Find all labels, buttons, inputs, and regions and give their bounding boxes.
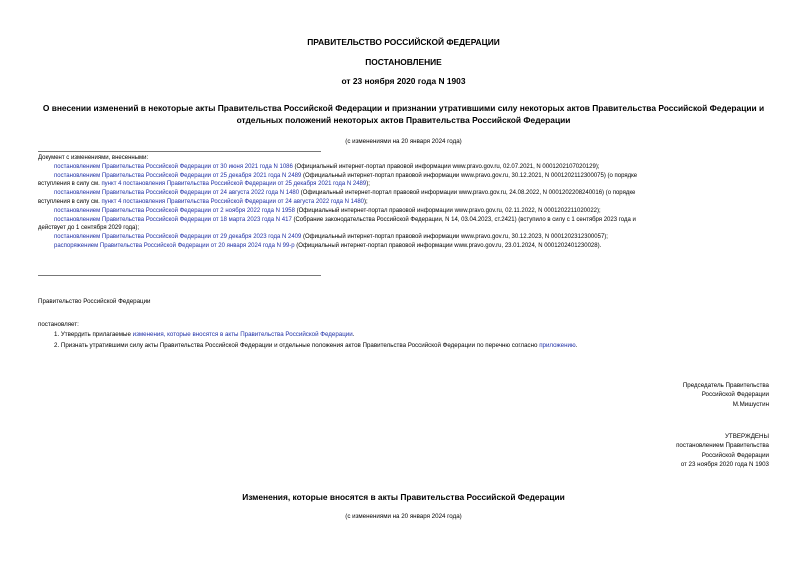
amendment-link[interactable]: постановлением Правительства Российской Федерации от 18 марта 2023 года N 417 <box>54 216 292 223</box>
signature-country: Российской Федерации <box>701 391 769 399</box>
signature-position: Председатель Правительства <box>682 382 769 389</box>
amendment-item-continuation: действует до 1 сентября 2029 года); <box>38 225 140 232</box>
amendments-intro: Документ с изменениями, внесенными: <box>38 155 149 161</box>
amendment-item: постановлением Правительства Российской Федерации от 29 декабря 2023 года N 2409 (Официальный интернет-портал правовой информации www.pravo.gov.ru, 30.12.2023, N 0001202312300057); <box>54 234 608 241</box>
amendment-item: постановлением Правительства Российской Федерации от 24 августа 2022 года N 1480 (Официальный интернет-портал правовой информации www.pravo.gov.ru, 24.08.2022, N 0001202208240016) (о порядке <box>54 190 636 197</box>
amendment-link[interactable]: постановлением Правительства Российской Федерации от 24 августа 2022 года N 1480 <box>54 190 300 197</box>
annex-title: Изменения, которые вносятся в акты Правительства Российской Федерации <box>242 492 565 502</box>
signature-name: М.Мишустин <box>732 400 769 408</box>
annex-revision-note: (с изменениями на 20 января 2024 года) <box>345 513 462 520</box>
resolves-label: постановляет: <box>38 321 79 328</box>
amendment-link[interactable]: постановлением Правительства Российской Федерации от 29 декабря 2023 года N 2409 <box>54 234 302 241</box>
changes-link[interactable]: изменения, которые вносятся в акты Правительства Российской Федерации <box>132 331 353 338</box>
amendment-item-continuation: вступления в силу см. пункт 4 постановления Правительства Российской Федерации от 24 августа 2022 года N 1480); <box>38 198 368 205</box>
amendment-item: постановлением Правительства Российской Федерации от 2 ноября 2022 года N 1958 (Официальный интернет-портал правовой информации www.pravo.gov.ru, 02.11.2022, N 0001202211020022); <box>54 207 601 214</box>
amendment-link[interactable]: постановлением Правительства Российской Федерации от 30 июня 2021 года N 1086 <box>54 163 293 170</box>
amendment-effective-link[interactable]: пункт 4 постановления Правительства Российской Федерации от 24 августа 2022 года N 1480 <box>101 198 365 205</box>
amendment-item: постановлением Правительства Российской Федерации от 18 марта 2023 года N 417 (Собрание законодательства Российской Федерации, N 14, 03.04.2023, ст.2421) (вступило в силу с 1 сентября 2023 года и <box>54 216 636 223</box>
document-date-number: от 23 ноября 2020 года N 1903 <box>341 76 466 86</box>
approval-line-2: постановлением Правительства <box>676 442 769 450</box>
paragraph-1: 1. Утвердить прилагаемые изменения, которые вносятся в акты Правительства Российской Федерации. <box>54 331 355 338</box>
signature-block <box>683 381 769 409</box>
divider-bottom <box>38 275 321 276</box>
amendment-item: постановлением Правительства Российской Федерации от 25 декабря 2021 года N 2489 (Официальный интернет-портал правовой информации www.pravo.gov.ru, 30.12.2021, N 0001202112300075) (о порядке <box>54 172 638 179</box>
amendment-item: распоряжением Правительства Российской Федерации от 20 января 2024 года N 99-р (Официальный интернет-портал правовой информации www.pravo.gov.ru, 23.01.2024, N 0001202401230028). <box>54 242 602 249</box>
government-subject: Правительство Российской Федерации <box>38 298 151 305</box>
revision-note: (с изменениями на 20 января 2024 года) <box>345 138 462 145</box>
amendment-item-continuation: вступления в силу см. пункт 4 постановления Правительства Российской Федерации от 25 декабря 2021 года N 2489); <box>38 181 370 188</box>
divider-top <box>38 151 321 152</box>
government-heading: ПРАВИТЕЛЬСТВО РОССИЙСКОЙ ФЕДЕРАЦИИ <box>307 37 500 47</box>
document-type: ПОСТАНОВЛЕНИЕ <box>365 57 442 67</box>
amendment-item: постановлением Правительства Российской Федерации от 30 июня 2021 года N 1086 (Официальный интернет-портал правовой информации www.pravo.gov.ru, 02.07.2021, N 0001202107020129); <box>54 163 600 170</box>
amendments-list <box>38 154 770 251</box>
amendment-link[interactable]: постановлением Правительства Российской Федерации от 25 декабря 2021 года N 2489 <box>54 172 302 179</box>
paragraph-2: 2. Признать утратившими силу акты Правительства Российской Федерации и отдельные положения актов Правительства Российской Федерации по перечню согласно приложению. <box>54 342 578 349</box>
amendment-effective-link[interactable]: пункт 4 постановления Правительства Российской Федерации от 25 декабря 2021 года N 2489 <box>101 181 367 188</box>
annex-link[interactable]: приложению <box>539 342 576 349</box>
amendment-link[interactable]: распоряжением Правительства Российской Федерации от 20 января 2024 года N 99-р <box>54 242 295 249</box>
approval-line-3: Российской Федерации <box>701 451 769 459</box>
amendment-link[interactable]: постановлением Правительства Российской Федерации от 2 ноября 2022 года N 1958 <box>54 207 295 214</box>
document-title: О внесении изменений в некоторые акты Правительства Российской Федерации и признании утратившими силу некоторых актов Правительства Российской Федерации и отдельных положений некоторых актов Правительства Российской Федерации <box>42 103 765 125</box>
approval-block <box>676 432 769 470</box>
approval-date-number: от 23 ноября 2020 года N 1903 <box>680 461 769 469</box>
approval-title: УТВЕРЖДЕНЫ <box>725 433 769 440</box>
